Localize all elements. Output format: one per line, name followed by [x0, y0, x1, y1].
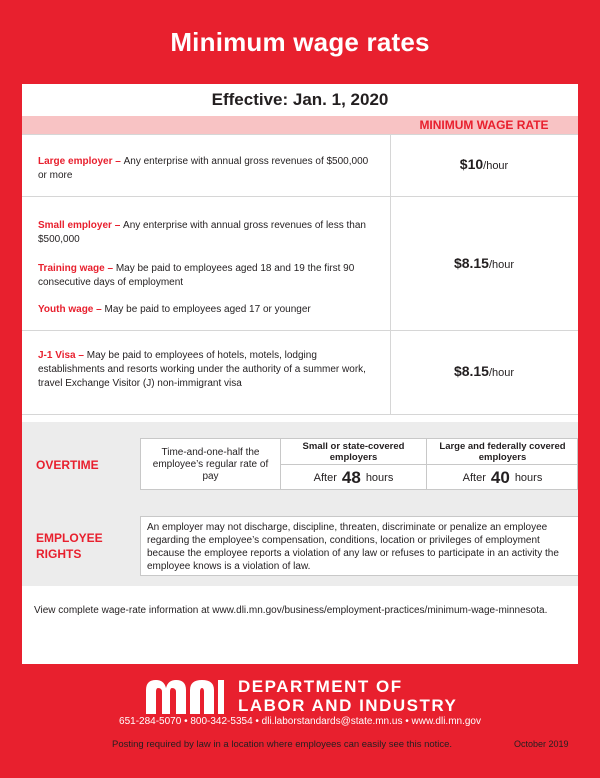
- overtime-description: Time-and-one-half the employee’s regular rate of pay: [141, 439, 281, 491]
- overtime-hours: 48: [341, 467, 361, 487]
- term-label: J-1 Visa: [38, 350, 76, 361]
- rate-description: J-1 Visa – May be paid to employees of hotels, motels, lodging establishments and resorts working under the authority of a summer work, travel Exchange Visitor (J) non-immigrant visa: [38, 350, 366, 389]
- rate-value: $8.15: [453, 363, 489, 379]
- overtime-col-header: Small or state-covered employers: [281, 439, 426, 465]
- wage-info-link[interactable]: View complete wage-rate information at www.dli.mn.gov/business/employment-practices/minimum-wage-minnesota.: [34, 605, 548, 616]
- rate-row-j1-visa: [22, 331, 578, 415]
- overtime-col-header: Large and federally covered employers: [427, 439, 578, 465]
- contact-info: 651-284-5070 • 800-342-5354 • dli.laborstandards@state.mn.us • www.dli.mn.gov: [119, 716, 481, 727]
- overtime-col-value: After 40 hours: [462, 467, 543, 487]
- rate-description: Training wage – May be paid to employees aged 18 and 19 the first 90 consecutive days of employment: [38, 263, 355, 288]
- rate-row-large-employer: [22, 135, 578, 197]
- rate-unit: /hour: [483, 160, 509, 172]
- rate-amount: [390, 363, 578, 381]
- rate-column-header: MINIMUM WAGE RATE: [390, 116, 578, 134]
- term-text: May be paid to employees aged 18 and 19 the first 90 consecutive days of employment: [38, 263, 355, 288]
- rate-unit: /hour: [488, 367, 515, 379]
- rights-band-bottom: [22, 576, 578, 586]
- department-name: DEPARTMENT OF LABOR AND INDUSTRY: [238, 677, 458, 715]
- overtime-table: [140, 438, 578, 490]
- title-bar: [0, 0, 600, 84]
- rate-amount: [390, 255, 578, 273]
- employee-rights-text: An employer may not discharge, discipline, threaten, discriminate or penalize an employee regarding the employee’s compensation, conditions, location or privileges of employment because the employee reports a violation of any law or refuses to participate in an activity the employee knows is a violation of law.: [140, 516, 578, 576]
- term-label: Training wage: [38, 263, 105, 274]
- overtime-col-large: [427, 439, 578, 491]
- overtime-band-top: [22, 422, 578, 438]
- rate-amount: [390, 156, 578, 174]
- overtime-section: [22, 438, 578, 490]
- rate-header-band: [22, 116, 578, 134]
- term-label: Large employer: [38, 156, 113, 167]
- overtime-col-value: After 48 hours: [313, 467, 394, 487]
- term-text: May be paid to employees aged 17 or younger: [104, 304, 311, 315]
- term-text: Any enterprise with annual gross revenues of $500,000 or more: [38, 156, 369, 181]
- content-panel: [22, 84, 578, 664]
- rate-description: Small employer – Any enterprise with annual gross revenues of less than $500,000: [38, 220, 366, 245]
- dli-logo: [144, 674, 457, 718]
- rate-description: Youth wage – May be paid to employees aged 17 or younger: [38, 304, 311, 315]
- employee-rights-label: EMPLOYEE RIGHTS: [36, 531, 103, 561]
- effective-date: Effective: Jan. 1, 2020: [211, 90, 389, 109]
- overtime-label: OVERTIME: [36, 458, 99, 472]
- footer: [0, 664, 600, 778]
- term-label: Small employer: [38, 220, 112, 231]
- rate-value: $10: [459, 156, 484, 172]
- page-title: Minimum wage rates: [170, 26, 430, 57]
- employee-rights-section: [22, 516, 578, 576]
- revision-date: October 2019: [514, 739, 569, 749]
- rate-value: $8.15: [453, 255, 489, 271]
- overtime-col-small: [281, 439, 427, 491]
- rate-description: Large employer – Any enterprise with annual gross revenues of $500,000 or more: [38, 156, 369, 181]
- term-text: Any enterprise with annual gross revenues of less than $500,000: [38, 220, 366, 245]
- term-text: May be paid to employees of hotels, motels, lodging establishments and resorts working under the authority of a summer work, travel Exchange Visitor (J) non-immigrant visa: [38, 350, 366, 389]
- rate-unit: /hour: [488, 259, 515, 271]
- term-label: Youth wage: [38, 304, 94, 315]
- overtime-band-bottom: [22, 490, 578, 516]
- rates-table: [22, 134, 578, 415]
- rate-row-small-employer: [22, 197, 578, 331]
- mn-logo-icon: [144, 676, 226, 716]
- posting-notice: Posting required by law in a location where employees can easily see this notice.: [112, 739, 453, 750]
- overtime-hours: 40: [490, 467, 510, 487]
